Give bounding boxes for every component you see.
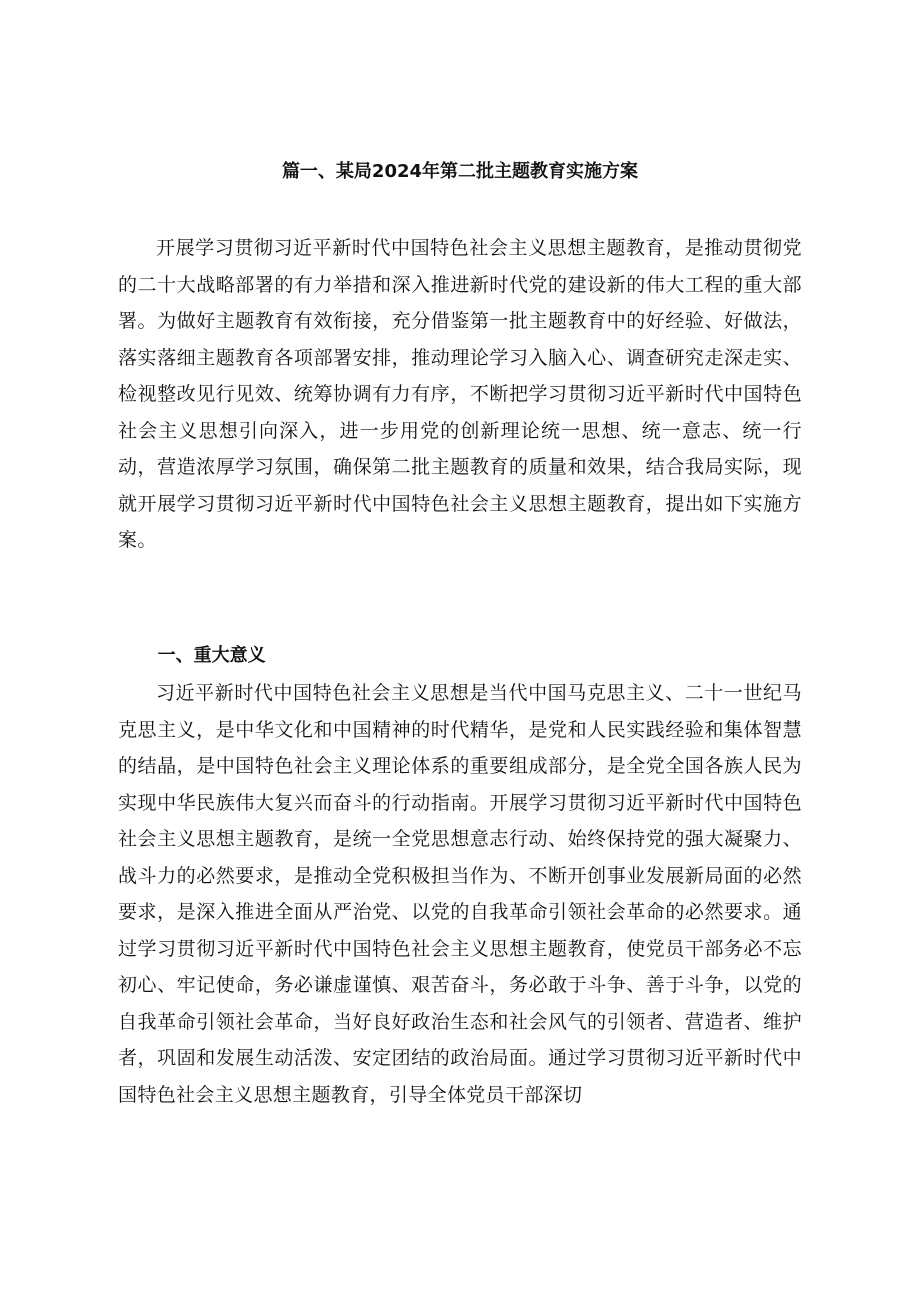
section-paragraph: 习近平新时代中国特色社会主义思想是当代中国马克思主义、二十一世纪马克思主义，是中华文化和中国精神的时代精华，是党和人民实践经验和集体智慧的结晶，是中国特色社会主义理论体系的重要组成部分，是全党全国各族人民为实现中华民族伟大复兴而奋斗的行动指南。开展学习贯彻习近平新时代中国特色社会主义思想主题教育，是统一全党思想意志行动、始终保持党的强大凝聚力、战斗力的必然要求，是推动全党积极担当作为、不断开创事业发展新局面的必然要求，是深入推进全面从严治党、以党的自我革命引领社会革命的必然要求。通过学习贯彻习近平新时代中国特色社会主义思想主题教育，使党员干部务必不忘初心、牢记使命，务必谦虚谨慎、艰苦奋斗，务必敢于斗争、善于斗争，以党的自我革命引领社会革命，当好良好政治生态和社会风气的引领者、营造者、维护者，巩固和发展生动活泼、安定团结的政治局面。通过学习贯彻习近平新时代中国特色社会主义思想主题教育，引导全体党员干部深切 (118, 682, 802, 1106)
intro-paragraph: 开展学习贯彻习近平新时代中国特色社会主义思想主题教育，是推动贯彻党的二十大战略部署的有力举措和深入推进新时代党的建设新的伟大工程的重大部署。为做好主题教育有效衔接，充分借鉴第一批主题教育中的好经验、好做法，落实落细主题教育各项部署安排，推动理论学习入脑入心、调查研究走深走实、检视整改见行见效、统筹协调有力有序，不断把学习贯彻习近平新时代中国特色社会主义思想引向深入，进一步用党的创新理论统一思想、统一意志、统一行动，营造浓厚学习氛围，确保第二批主题教育的质量和效果，结合我局实际，现就开展学习贯彻习近平新时代中国特色社会主义思想主题教育，提出如下实施方案。 (118, 237, 802, 551)
document-title: 篇一、某局2024年第二批主题教育实施方案 (281, 161, 639, 182)
section-heading-significance: 一、重大意义 (157, 645, 266, 666)
